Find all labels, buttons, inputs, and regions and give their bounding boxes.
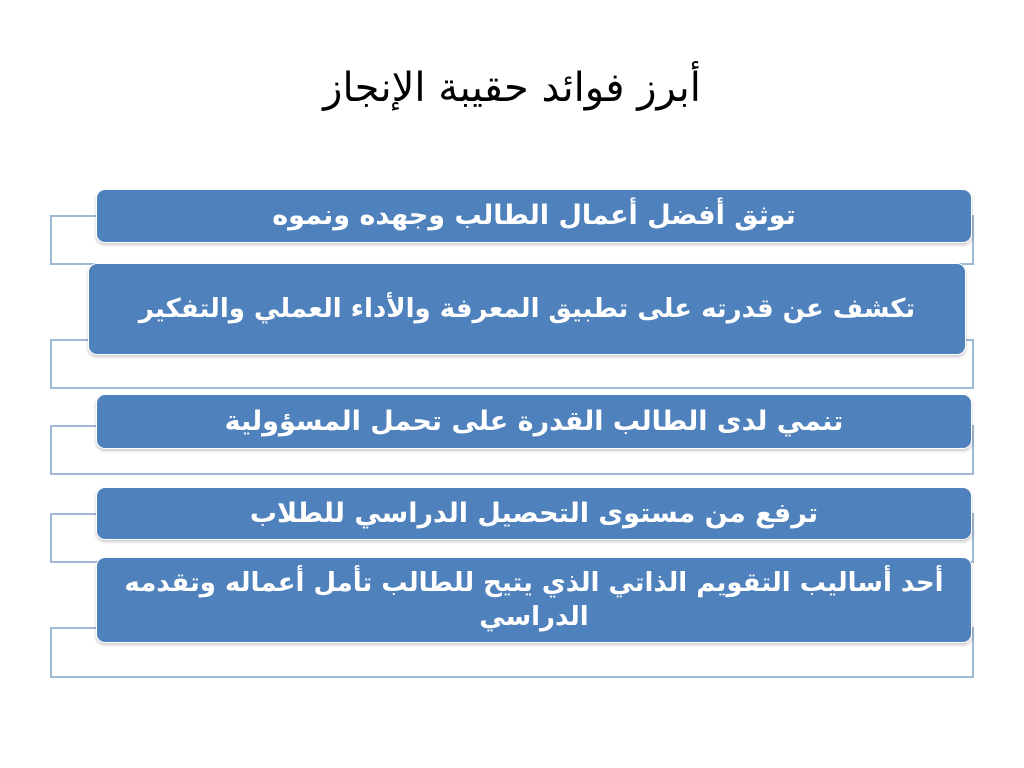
benefit-box-5 — [96, 557, 972, 643]
benefit-box-3 — [96, 394, 972, 449]
slide-title: أبرز فوائد حقيبة الإنجاز — [323, 65, 701, 111]
benefit-text-2: تكشف عن قدرته على تطبيق المعرفة والأداء العملي والتفكير — [138, 294, 916, 324]
benefit-box-2 — [88, 263, 966, 355]
benefit-text-5: أحد أساليب التقويم الذاتي الذي يتيح للطالب تأمل أعماله وتقدمه الدراسي — [124, 568, 944, 632]
benefit-box-1 — [96, 189, 972, 243]
benefit-text-1: توثق أفضل أعمال الطالب وجهده ونموه — [272, 200, 796, 231]
benefit-text-4: ترفع من مستوى التحصيل الدراسي للطلاب — [249, 497, 819, 529]
benefit-box-4 — [96, 487, 972, 540]
benefit-text-3: تنمي لدى الطالب القدرة على تحمل المسؤولية — [224, 405, 844, 437]
